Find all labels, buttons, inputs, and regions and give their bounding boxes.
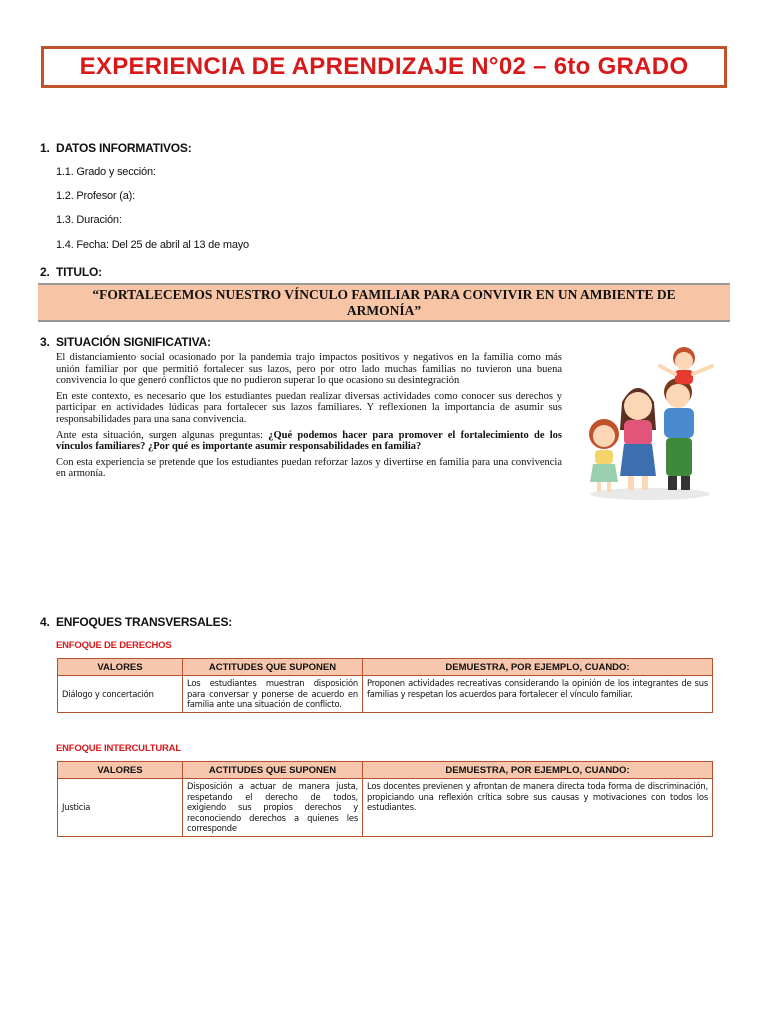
header-valores: VALORES (58, 659, 183, 676)
header-demuestra: DEMUESTRA, POR EJEMPLO, CUANDO: (363, 659, 713, 676)
cell-valor: Justicia (58, 779, 183, 837)
situation-paragraph-3: Ante esta situación, surgen algunas preguntas: ¿Qué podemos hacer para promover el fortalecimiento de los vínculos familiares? ¿Por qué es importante asumir responsabilidades en familia? (56, 429, 562, 453)
section-heading-datos: 1. DATOS INFORMATIVOS: (40, 141, 192, 155)
cell-valor: Diálogo y concertación (58, 676, 183, 713)
situation-text (56, 352, 562, 484)
section-heading-enfoques: 4. ENFOQUES TRANSVERSALES: (40, 615, 233, 629)
situation-paragraph-4: Con esta experiencia se pretende que los estudiantes puedan reforzar lazos y divertirse en familia para una convivencia en armonía. (56, 456, 562, 480)
table-row (58, 676, 713, 713)
enfoque-intercultural-title: ENFOQUE INTERCULTURAL (56, 743, 181, 754)
info-duracion: 1.3. Duración: (56, 214, 122, 226)
table-row (58, 779, 713, 837)
header-valores: VALORES (58, 762, 183, 779)
info-profesor: 1.2. Profesor (a): (56, 190, 135, 202)
cell-demuestra: Los docentes previenen y afrontan de manera directa toda forma de discriminación, propiciando una reflexión crítica sobre sus causas y motivaciones con todos los estudiantes. (363, 779, 713, 837)
situation-question: ¿Qué podemos hacer para promover el fortalecimiento de los vínculos familiares? ¿Por qué es importante asumir responsabilidades en familia? (56, 429, 562, 453)
situation-paragraph-2: En este contexto, es necesario que los estudiantes puedan realizar diversas actividades como conocer sus derechos y participar en actividades lúdicas para fortalecer sus lazos familiares. Y reflexionen la importancia de asumir sus responsabilidades para una sana convivencia. (56, 390, 562, 425)
header-demuestra: DEMUESTRA, POR EJEMPLO, CUANDO: (363, 762, 713, 779)
table-header-row (58, 762, 713, 779)
header-actitudes: ACTITUDES QUE SUPONEN (183, 659, 363, 676)
info-grado: 1.1. Grado y sección: (56, 166, 156, 178)
title-banner (38, 283, 730, 322)
section-heading-titulo: 2. TITULO: (40, 265, 102, 279)
cell-actitud: Los estudiantes muestran disposición para conversar y ponerse de acuerdo en familia ante una situación de conflicto. (183, 676, 363, 713)
situation-paragraph-1: El distanciamiento social ocasionado por la pandemia trajo impactos positivos y negativos en la familia como más unión familiar por que permitió fortalecer sus lazos, pero por otro lado muchas familias no tuvieron una buena convivencia lo que generó conflictos que no pudieron superar lo que ocasiono su desintegración (56, 352, 562, 387)
document-title: EXPERIENCIA DE APRENDIZAJE N°02 – 6to GRADO (79, 53, 689, 80)
enfoque-derechos-title: ENFOQUE DE DERECHOS (56, 640, 172, 651)
info-fecha: 1.4. Fecha: Del 25 de abril al 13 de mayo (56, 239, 249, 251)
header-actitudes: ACTITUDES QUE SUPONEN (183, 762, 363, 779)
title-banner-text: “FORTALECEMOS NUESTRO VÍNCULO FAMILIAR PARA CONVIVIR EN UN AMBIENTE DE ARMONÍA” (92, 286, 676, 318)
table-header-row (58, 659, 713, 676)
enfoque-intercultural-table (57, 761, 713, 837)
cell-actitud: Disposición a actuar de manera justa, respetando el derecho de todos, exigiendo sus propios derechos y reconociendo derechos a quienes les corresponde (183, 779, 363, 837)
cell-demuestra: Proponen actividades recreativas considerando la opinión de los integrantes de sus familias y respetan los acuerdos para fortalecer el vínculo familiar. (363, 676, 713, 713)
document-title-box (41, 46, 727, 88)
enfoque-derechos-table (57, 658, 713, 713)
family-illustration (578, 344, 723, 504)
section-heading-situacion: 3. SITUACIÓN SIGNIFICATIVA: (40, 335, 211, 349)
